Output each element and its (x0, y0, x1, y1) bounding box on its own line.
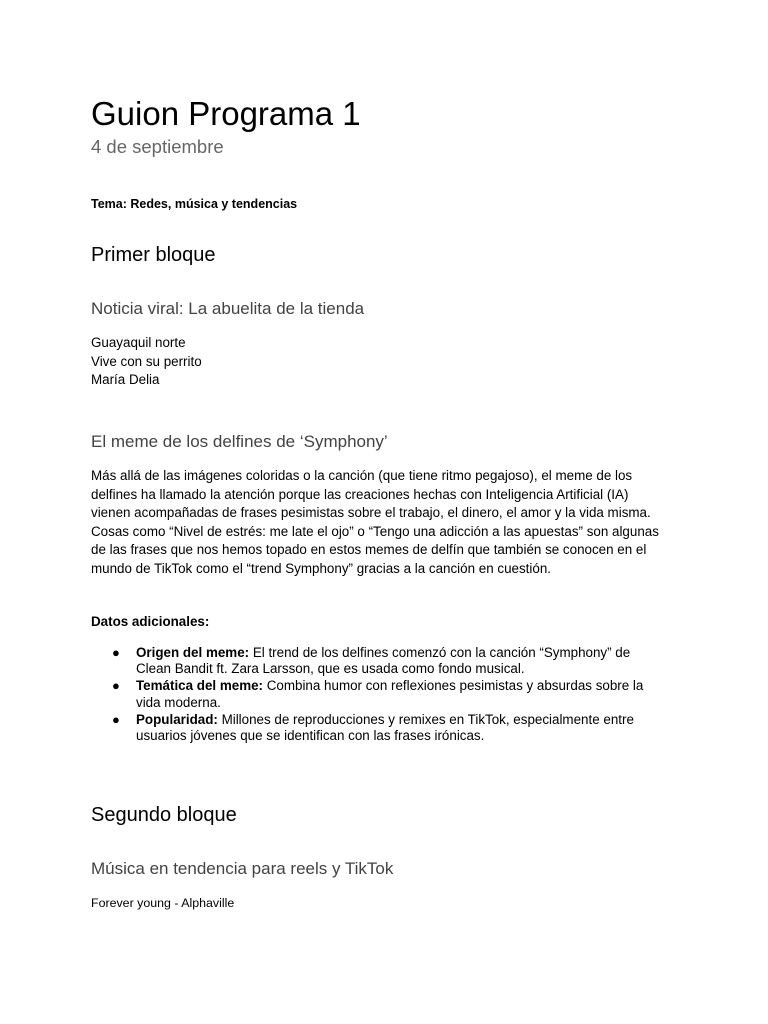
paragraph-line: vienen acompañadas de frases pesimistas sobre el trabajo, el dinero, el amor y la vida misma. (91, 505, 651, 521)
bullet-label: Temática del meme: (136, 678, 264, 694)
bullet-text: usuarios jóvenes que se identifican con las frases irónicas. (136, 728, 485, 744)
document-date: 4 de septiembre (91, 136, 224, 157)
bullet-text: Millones de reproducciones y remixes en TikTok, especialmente entre (217, 711, 634, 727)
bullet-text: Clean Bandit ft. Zara Larsson, que es usada como fondo musical. (136, 661, 525, 677)
song-entry: Forever young - Alphaville (91, 896, 235, 910)
bullet-text: vida moderna. (136, 694, 221, 710)
document-title: Guion Programa 1 (91, 95, 361, 132)
heading-meme-delfines: El meme de los delfines de ‘Symphony’ (91, 432, 388, 451)
list-item (91, 712, 691, 745)
datos-bullet-list (91, 645, 691, 745)
heading-musica-tendencia: Música en tendencia para reels y TikTok (91, 859, 394, 878)
bullet-label: Origen del meme: (136, 645, 250, 660)
noticia-line: Vive con su perrito (91, 353, 202, 369)
noticia-line: Guayaquil norte (91, 335, 186, 350)
heading-noticia-viral: Noticia viral: La abuelita de la tienda (91, 299, 365, 318)
list-item (91, 645, 691, 678)
paragraph-line: mundo de TikTok como el “trend Symphony” gracias a la canción en cuestión. (91, 560, 551, 576)
bullet-icon: ● (112, 678, 120, 694)
meme-paragraph (91, 467, 691, 579)
list-item (91, 678, 691, 711)
bullet-text: Combina humor con reflexiones pesimistas y absurdas sobre la (263, 678, 644, 694)
datos-adicionales-heading: Datos adicionales: (91, 614, 210, 629)
bullet-icon: ● (112, 711, 120, 727)
paragraph-line: Cosas como “Nivel de estrés: me late el ojo” o “Tengo una adicción a las apuestas” son algunas (91, 523, 659, 539)
bullet-label: Popularidad: (136, 711, 218, 727)
paragraph-line: delfines ha llamado la atención porque las creaciones hechas con Inteligencia Artificial (IA) (91, 486, 629, 502)
noticia-details (91, 334, 691, 390)
heading-primer-bloque: Primer bloque (91, 244, 216, 266)
paragraph-line: Más allá de las imágenes coloridas o la canción (que tiene ritmo pegajoso), el meme de los (91, 468, 633, 483)
noticia-line: María Delia (91, 372, 160, 388)
bullet-icon: ● (112, 645, 120, 660)
heading-segundo-bloque: Segundo bloque (91, 804, 237, 826)
tema-line: Tema: Redes, música y tendencias (91, 197, 298, 211)
paragraph-line: de las frases que nos hemos topado en estos memes de delfín que también se conocen en el (91, 542, 647, 558)
bullet-text: El trend de los delfines comenzó con la canción “Symphony” de (249, 645, 631, 660)
